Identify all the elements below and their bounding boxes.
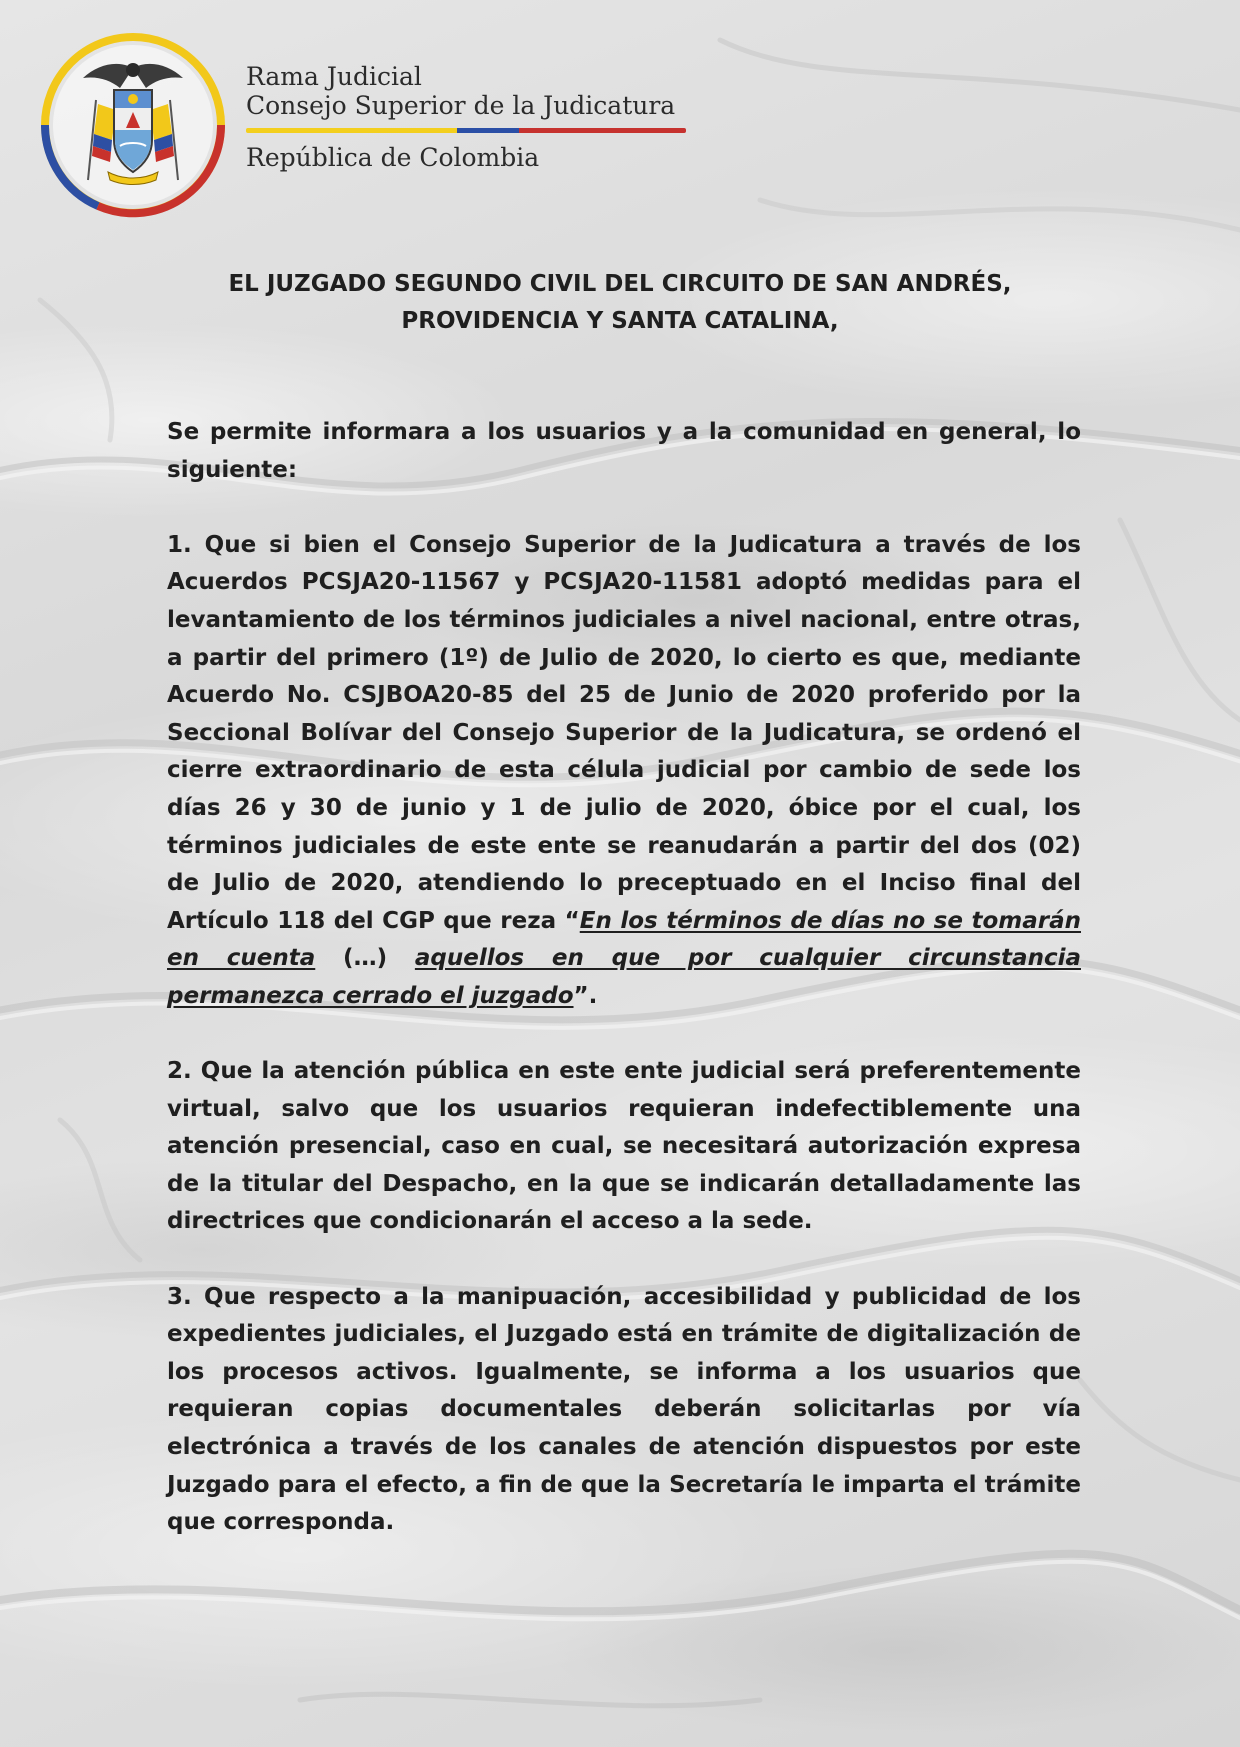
- notice-item-1-quote-part-1: En los términos de días no se tomarán en cuenta: [167, 907, 1081, 972]
- notice-item-1-open-quote: “: [564, 907, 580, 934]
- tricolor-divider: [246, 128, 686, 133]
- court-title: [150, 266, 1090, 340]
- notice-item-1-quote-part-2: aquellos en que por cualquier circunstancia permanezca cerrado el juzgado: [167, 945, 1081, 1009]
- brand-republica: República de Colombia: [246, 143, 540, 172]
- notice-item-2: 2. Que la atención pública en este ente judicial será preferentemente virtual, salvo que los usuarios requieran indefectiblemente una atención presencial, caso en cual, se necesitará autorización expresa de la titular del Despacho, en la que se indicarán detalladamente las directrices que condicionarán el acceso a la sede.: [167, 1058, 1081, 1235]
- brand-rama-judicial: Rama Judicial: [246, 62, 422, 91]
- notice-item-1-ellipsis: (…): [315, 945, 415, 972]
- court-title-line-1: EL JUZGADO SEGUNDO CIVIL DEL CIRCUITO DE SAN ANDRÉS,: [228, 271, 1012, 297]
- brand-consejo-superior: Consejo Superior de la Judicatura: [246, 91, 676, 120]
- court-title-line-2: PROVIDENCIA Y SANTA CATALINA,: [401, 308, 839, 334]
- colombia-coat-of-arms-seal-icon: [38, 30, 228, 220]
- notice-item-1-close-quote: ”.: [573, 982, 598, 1009]
- notice-item-1-text: 1. Que si bien el Consejo Superior de la Judicatura a través de los Acuerdos PCSJA20-11567 y PCSJA20-11581 adoptó medidas para el levantamiento de los términos judiciales a nivel nacional, entre otras, a partir del primero (1º) de Julio de 2020, lo cierto es que, mediante Acuerdo No. CSJBOA20-85 del 25 de Junio de 2020 proferido por la Seccional Bolívar del Consejo Superior de la Judicatura, se ordenó el cierre extraordinario de esta célula judicial por cambio de sede los días 26 y 30 de junio y 1 de julio de 2020, óbice por el cual, los términos judiciales de este ente se reanudarán a partir del dos (02) de Julio de 2020, atendiendo lo preceptuado en el Inciso final del Artículo 118 del CGP que reza: [167, 531, 1081, 934]
- notice-item-1: [167, 527, 1081, 1016]
- brand-block: [246, 62, 686, 172]
- letterhead: [38, 30, 698, 220]
- notice-body: [167, 414, 1081, 1542]
- notice-intro: Se permite informara a los usuarios y a la comunidad en general, lo siguiente:: [167, 419, 1081, 483]
- notice-item-3: 3. Que respecto a la manipuación, accesibilidad y publicidad de los expedientes judiciales, el Juzgado está en trámite de digitalización de los procesos activos. Igualmente, se informa a los usuarios que requieran copias documentales deberán solicitarlas por vía electrónica a través de los canales de atención dispuestos por este Juzgado para el efecto, a fin de que la Secretaría le imparta el trámite que corresponda.: [167, 1283, 1081, 1536]
